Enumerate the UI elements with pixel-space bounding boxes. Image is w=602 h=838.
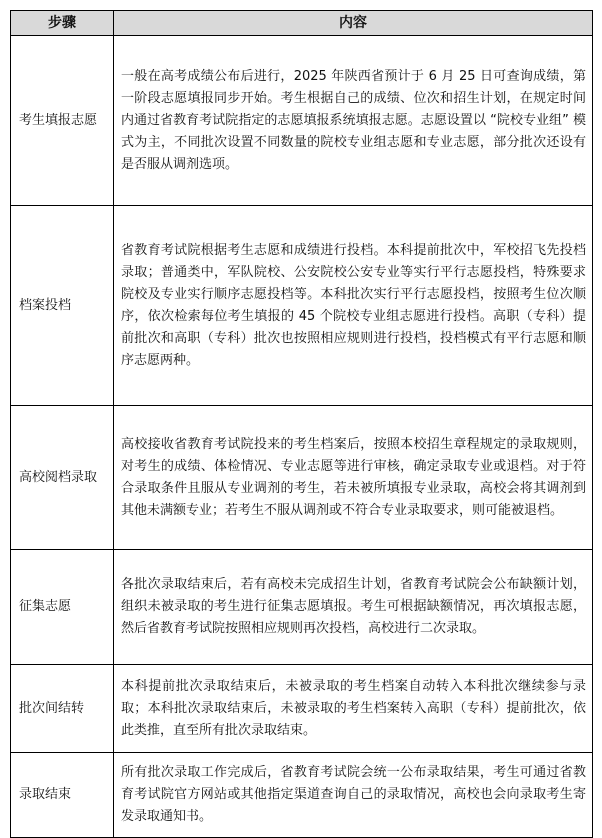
step-cell: 考生填报志愿: [11, 36, 114, 206]
step-cell: 高校阅档录取: [11, 406, 114, 550]
admission-steps-table: [10, 10, 593, 838]
table-row: [11, 406, 593, 550]
content-cell: 本科提前批次录取结束后，未被录取的考生档案自动转入本科批次继续参与录取；本科批次录取结束后，未被录取的考生档案转入高职（专科）提前批次，依此类推，直至所有批次录取结束。: [114, 665, 593, 753]
content-cell: 一般在高考成绩公布后进行，2025 年陕西省预计于 6 月 25 日可查询成绩，第一阶段志愿填报同步开始。考生根据自己的成绩、位次和招生计划，在规定时间内通过省教育考试院指定的志愿填报系统填报志愿。志愿设置以 “院校专业组” 模式为主，不同批次设置不同数量的院校专业组志愿和专业志愿，部分批次还设有是否服从调剂选项。: [114, 36, 593, 206]
content-cell: 各批次录取结束后，若有高校未完成招生计划，省教育考试院会公布缺额计划，组织未被录取的考生进行征集志愿填报。考生可根据缺额情况，再次填报志愿，然后省教育考试院按照相应规则再次投档，高校进行二次录取。: [114, 550, 593, 665]
content-cell: 高校接收省教育考试院投来的考生档案后，按照本校招生章程规定的录取规则，对考生的成绩、体检情况、专业志愿等进行审核，确定录取专业或退档。对于符合录取条件且服从专业调剂的考生，若未被所填报专业录取，高校会将其调剂到其他未满额专业；若考生不服从调剂或不符合专业录取要求，则可能被退档。: [114, 406, 593, 550]
step-cell: 档案投档: [11, 206, 114, 406]
table-row: [11, 665, 593, 753]
header-content: 内容: [114, 11, 593, 36]
header-step: 步骤: [11, 11, 114, 36]
step-cell: 征集志愿: [11, 550, 114, 665]
table-row: [11, 206, 593, 406]
content-cell: 省教育考试院根据考生志愿和成绩进行投档。本科提前批次中，军校招飞先投档录取；普通类中，军队院校、公安院校公安专业等实行平行志愿投档，特殊要求院校及专业实行顺序志愿投档等。本科批次实行平行志愿投档，按照考生位次顺序，依次检索每位考生填报的 45 个院校专业组志愿进行投档。高职（专科）提前批次和高职（专科）批次也按照相应规则进行投档，投档模式有平行志愿和顺序志愿两种。: [114, 206, 593, 406]
content-cell: 所有批次录取工作完成后，省教育考试院会统一公布录取结果，考生可通过省教育考试院官方网站或其他指定渠道查询自己的录取情况，高校也会向录取考生寄发录取通知书。: [114, 753, 593, 838]
table-header-row: [11, 11, 593, 36]
step-cell: 批次间结转: [11, 665, 114, 753]
step-cell: 录取结束: [11, 753, 114, 838]
table-row: [11, 36, 593, 206]
table-row: [11, 550, 593, 665]
table-row: [11, 753, 593, 838]
